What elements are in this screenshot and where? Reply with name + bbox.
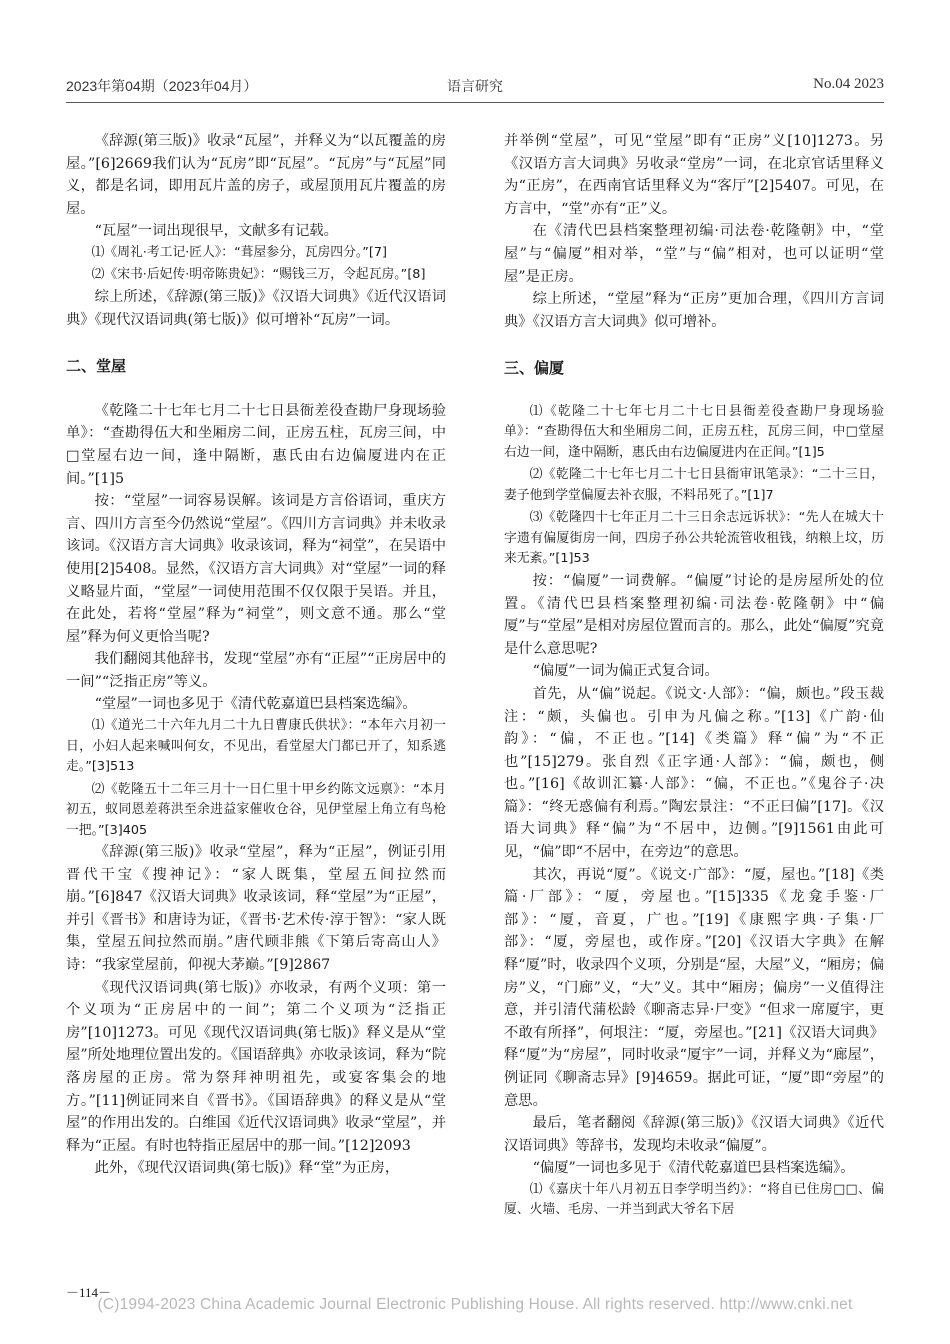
paragraph: “堂屋”一词也多见于《清代乾嘉道巴县档案选编》。	[94, 696, 417, 713]
example-paragraph: ⑵《乾隆二十七年七月二十七日县衙审讯笔录》：“二十三日，妻子他到学堂偏厦去补衣服，不料吊死了。”[1]7	[504, 467, 884, 503]
issue-label: 2023年第04期（2023年04月）	[66, 78, 258, 94]
example-paragraph: ⑴《乾隆二十七年七月二十七日县衙差役查勘尸身现场验单》：“查勘得伍大和坐厢房二间，正房五柱，瓦房三间，中□堂屋右边一间，逢中隔断，惠氏由右边偏厦进内在正间。”[1]5	[504, 403, 884, 460]
example-paragraph: ⑵《乾隆五十二年三月十一日仁里十甲乡约陈文远禀》：“本月初五，蚁同恩差蒋洪至余进益家催收仓谷，见伊堂屋上角立有鸟枪一把。”[3]405	[66, 781, 446, 838]
paragraph: “偏厦”一词为偏正式复合词。	[532, 663, 719, 680]
example-paragraph: ⑴《周礼·考工记·匠人》：“葺屋参分，瓦房四分。”[7]	[91, 244, 388, 260]
section-heading: 三、偏厦	[504, 359, 565, 378]
example-paragraph: ⑴《道光二十六年九月二十九日曹康氏供状》：“本年六月初一日，小妇人起来喊叫何女，不见出，看堂屋大门都已开了，知系逃走。”[3]513	[66, 718, 446, 775]
left-column	[66, 130, 446, 1180]
right-column	[504, 130, 884, 1221]
paragraph: “偏厦”一词也多见于《清代乾嘉道巴县档案选编》。	[532, 1160, 855, 1177]
paragraph: 其次，再说“厦”。《说文·广部》：“厦，屋也。”[18]《类篇·厂部》：“厦，旁屋也。”[15]335《龙龛手鉴·厂部》：“厦，音夏，广也。”[19]《康熙字典·子集·厂部》：“厦，旁屋也，或作庌。”[20]《汉语大字典》在解释“厦”时，收录四个义项，分别是“屋，大屋”义，“厢房；偏房”义，“门廊”义，“大”义。其中“厢房；偏房”一义值得注意，并引清代蒲松龄《聊斋志异·尸变》“但求一席厦宇，更不敢有所择”，何垠注：“厦，旁屋也。”[21]《汉语大词典》释“厦”为“房屋”，同时收录“厦宇”一词，并释义为“廊屋”，例证同《聊斋志异》[9]4659。据此可证，“厦”即“旁屋”的意思。	[504, 866, 884, 1109]
paragraph: 《辞源(第三版)》收录“堂屋”，释为“正屋”，例证引用晋代干宝《搜神记》：“家人既集，堂屋五间拉然而崩。”[6]847《汉语大词典》收录该词，释“堂屋”为“正屋”，并引《晋书》和唐诗为证，《晋书·艺术传·淳于智》：“家人既集，堂屋五间拉然而崩。”唐代顾非熊《下第后寄高山人》诗：“我家堂屋前，仰视大茅巅。”[9]2867	[66, 844, 446, 974]
paragraph: 在《清代巴县档案整理初编·司法卷·乾隆朝》中，“堂屋”与“偏厦”相对举，“堂”与“偏”相对，也可以证明“堂屋”是正房。	[504, 223, 884, 285]
section-heading: 二、堂屋	[66, 357, 127, 376]
example-paragraph: ⑶《乾隆四十七年正月二十三日余志远诉状》：“先人在城大十字遗有偏厦街房一间，四房子孙公共轮流管收租钱，纳粮上坟，历来无紊。”[1]53	[504, 510, 884, 567]
example-paragraph: ⑴《嘉庆十年八月初五日李学明当约》：“将自已住房□□、偏厦、火墙、毛房、一并当到武大爷名下居	[504, 1181, 884, 1218]
copyright-watermark: (C)1994-2023 China Academic Journal Electronic Publishing House. All rights reserved. http://www.cnki.net	[97, 1296, 853, 1313]
paragraph: 《辞源(第三版)》收录“瓦屋”，并释义为“以瓦覆盖的房屋。”[6]2669我们认为“瓦房”即“瓦屋”。“瓦房”与“瓦屋”同义，都是名词，即用瓦片盖的房子，或屋顶用瓦片覆盖的房屋。	[66, 133, 446, 217]
paragraph: 综上所述，“堂屋”释为“正房”更加合理，《四川方言词典》《汉语方言大词典》似可增补。	[504, 291, 884, 330]
paragraph: 《现代汉语词典(第七版)》亦收录，有两个义项：第一个义项为“正房居中的一间”；第二个义项为“泛指正房”[10]1273。可见《现代汉语词典(第七版)》释义是从“堂屋”所处地理位置出发的。《国语辞典》亦收录该词，释为“院落房屋的正房。常为祭拜神明祖先，或宴客集会的地方。”[11]例证同来自《晋书》。《国语辞典》的释义是从“堂屋”的作用出发的。白维国《近代汉语词典》收录“堂屋”，并释为“正屋。有时也特指正屋居中的那一间。”[12]2093	[66, 979, 446, 1154]
example-paragraph: ⑵《宋书·后妃传·明帝陈贵妃》：“赐钱三万，令起瓦房。”[8]	[91, 267, 426, 283]
paragraph: 综上所述，《辞源(第三版)》《汉语大词典》《近代汉语词典》《现代汉语词典(第七版)》似可增补“瓦房”一词。	[66, 288, 446, 328]
page-number: －114－	[66, 1285, 112, 1300]
paragraph: 此外，《现代汉语词典(第七版)》释“堂”为正房，	[94, 1160, 400, 1177]
paragraph: 我们翻阅其他辞书，发现“堂屋”亦有“正屋”“正房居中的一间”“泛指正房”等义。	[66, 651, 446, 690]
journal-title: 语言研究	[447, 78, 503, 94]
running-header	[66, 76, 884, 98]
issue-number: No.04 2023	[813, 76, 884, 92]
paragraph: 并举例“堂屋”，可见“堂屋”即有“正房”义[10]1273。另《汉语方言大词典》另收录“堂房”一词，在北京官话里释义为“正房”，在西南官话里释义为“客厅”[2]5407。可见，在方言中，“堂”亦有“正”义。	[504, 133, 884, 217]
header-rule	[66, 102, 884, 103]
paragraph: 最后，笔者翻阅《辞源(第三版)》《汉语大词典》《近代汉语词典》等辞书，发现均未收录“偏厦”。	[504, 1115, 884, 1154]
paragraph: 按：“堂屋”一词容易误解。该词是方言俗语词，重庆方言、四川方言至今仍然说“堂屋”。《四川方言词典》并未收录该词。《汉语方言大词典》收录该词，释为“祠堂”，在吴语中使用[2]5408。显然，《汉语方言大词典》对“堂屋”一词的释义略显片面，“堂屋”一词使用范围不仅仅限于吴语。并且，在此处，若将“堂屋”释为“祠堂”，则文意不通。那么“堂屋”释为何义更恰当呢?	[66, 493, 446, 645]
paragraph: 首先，从“偏”说起。《说文·人部》：“偏，颇也。”段玉裁注：“颇，头偏也。引申为凡偏之称。”[13]《广韵·仙韵》：“偏，不正也。”[14]《类篇》释“偏”为“不正也”[15]279。张自烈《正字通·人部》：“偏，颇也，侧也。”[16]《故训汇纂·人部》：“偏，不正也。”《鬼谷子·决篇》：“终无惑偏有利焉。”陶宏景注：“不正曰偏”[17]。《汉语大词典》释“偏”为“不居中，边侧。”[9]1561由此可见，“偏”即“不居中，在旁边”的意思。	[504, 685, 884, 861]
paragraph: “瓦屋”一词出现很早，文献多有记载。	[94, 223, 338, 240]
paragraph: 《乾隆二十七年七月二十七日县衙差役查勘尸身现场验单》：“查勘得伍大和坐厢房二间，正房五柱，瓦房三间，中□堂屋右边一间，逢中隔断，惠氏由右边偏厦进内在正间。”[1]5	[66, 402, 446, 487]
paragraph: 按：“偏厦”一词费解。“偏厦”讨论的是房屋所处的位置。《清代巴县档案整理初编·司法卷·乾隆朝》中“偏厦”与“堂屋”是相对房屋位置而言的。那么，此处“偏厦”究竟是什么意思呢?	[504, 572, 884, 657]
